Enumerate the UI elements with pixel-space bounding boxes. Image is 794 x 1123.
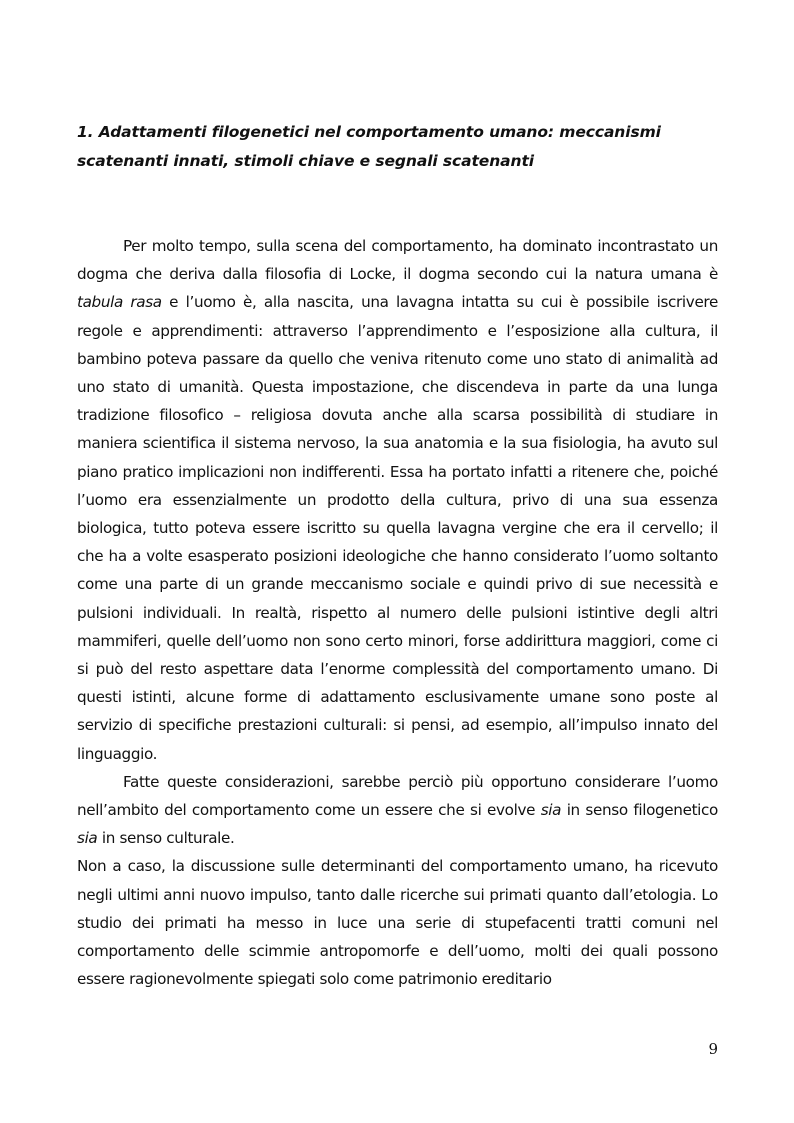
paragraph-1-emphasis: tabula rasa [77,293,162,312]
heading-line-1: 1. Adattamenti filogenetici nel comportamento umano: meccanismi [77,123,661,141]
heading-line-2: scatenanti innati, stimoli chiave e segnali scatenanti [77,151,534,170]
paragraph-2-emphasis-2: sia [77,829,98,848]
page-number: 9 [708,1040,718,1058]
paragraph-2 [77,768,718,853]
body-text [77,232,718,993]
paragraph-2-text-b: in senso filogenetico [561,801,718,820]
paragraph-1 [77,232,718,768]
paragraph-1-text-a: Per molto tempo, sulla scena del comportamento, ha dominato incontrastato un dogma che deriva dalla filosofia di Locke, il dogma secondo cui la natura umana è [77,237,718,284]
paragraph-2-emphasis-1: sia [540,801,562,820]
paragraph-3: Non a caso, la discussione sulle determinanti del comportamento umano, ha ricevuto negli ultimi anni nuovo impulso, tanto dalle ricerche sui primati quanto dall’etologia. Lo studio dei primati ha messo in luce una serie di stupefacenti tratti comuni nel comportamento delle scimmie antropomorfe e dell’uomo, molti dei quali possono essere ragionevolmente spiegati solo come patrimonio ereditario [77,857,718,989]
paragraph-2-text-a: Fatte queste considerazioni, sarebbe perciò più opportuno considerare l’uomo nell’ambito del comportamento come un essere che si evolve [77,772,718,820]
paragraph-2-text-c: in senso culturale. [97,829,235,848]
paragraph-1-text-b: e l’uomo è, alla nascita, una lavagna intatta su cui è possibile iscrivere regole e apprendimenti: attraverso l’apprendimento e l’esposizione alla cultura, il bambino poteva passare da quello che veniva ritenuto come uno stato di animalità ad uno stato di umanità. Questa impostazione, che discendeva in parte da una lunga tradizione filosofico – religiosa dovuta anche alla scarsa possibilità di studiare in maniera scientifica il sistema nervoso, la sua anatomia e la sua fisiologia, ha avuto sul piano pratico implicazioni non indifferenti. Essa ha portato infatti a ritenere che, poiché l’uomo era essenzialmente un prodotto della cultura, privo di una sua essenza biologica, tutto poteva essere iscritto su quella lavagna vergine che era il cervello; il che ha a volte esasperato posizioni ideologiche che hanno considerato l’uomo soltanto come una parte di un grande meccanismo sociale e quindi privo di sue necessità e pulsioni individuali. In realtà, rispetto al numero delle pulsioni istintive degli altri mammiferi, quelle dell’uomo non sono certo minori, forse addirittura maggiori, come ci si può del resto aspettare data l’enorme complessità del comportamento umano. Di questi istinti, alcune forme di adattamento esclusivamente umane sono poste al servizio di specifiche prestazioni culturali: si pensi, ad esempio, all’impulso innato del linguaggio. [77,293,718,763]
chapter-heading [77,118,717,175]
